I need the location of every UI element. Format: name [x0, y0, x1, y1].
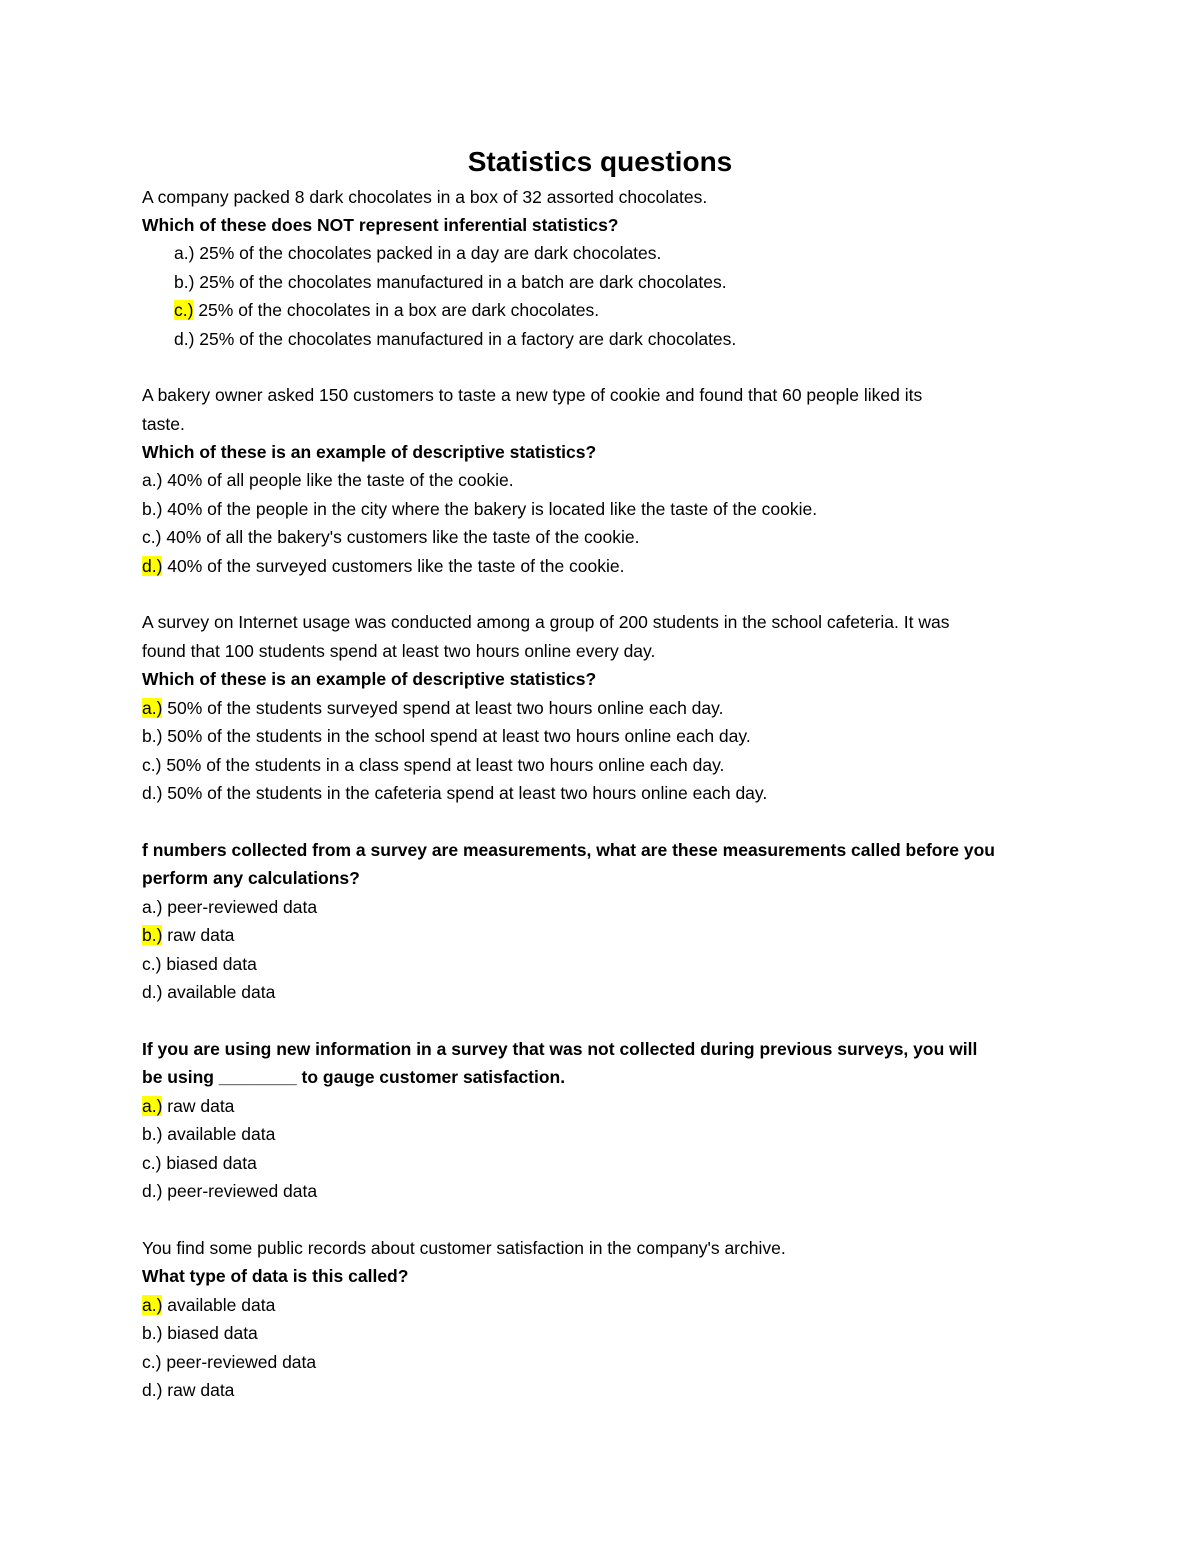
- question-2-option-d: [142, 554, 1082, 578]
- question-5-prompt: If you are using new information in a survey that was not collected during previous surveys, you will: [142, 1039, 978, 1059]
- question-5-option-b: [142, 1122, 1082, 1146]
- question-1-option-b: [174, 270, 1114, 294]
- option-text: peer-reviewed data: [161, 1352, 317, 1372]
- question-1-prompt: Which of these does NOT represent inferential statistics?: [142, 215, 619, 235]
- answer-highlight: d.): [142, 556, 163, 576]
- option-text: 50% of the students surveyed spend at least two hours online each day.: [162, 698, 724, 718]
- question-3-stem-cont: found that 100 students spend at least two hours online every day.: [142, 641, 656, 661]
- option-letter: d.): [142, 982, 163, 1002]
- option-text: peer-reviewed data: [162, 897, 318, 917]
- question-3-option-b: [142, 724, 1082, 748]
- option-text: 25% of the chocolates manufactured in a factory are dark chocolates.: [194, 329, 737, 349]
- option-text: available data: [162, 982, 276, 1002]
- option-text: raw data: [162, 1096, 235, 1116]
- question-3-prompt: Which of these is an example of descriptive statistics?: [142, 669, 597, 689]
- question-4-option-a: [142, 895, 1082, 919]
- question-4-option-d: [142, 980, 1082, 1004]
- option-text: raw data: [162, 925, 235, 945]
- option-letter: b.): [174, 272, 195, 292]
- option-letter: d.): [142, 1380, 163, 1400]
- question-4-option-b: [142, 923, 1082, 947]
- question-2-stem-cont: taste.: [142, 414, 185, 434]
- option-text: biased data: [161, 954, 257, 974]
- question-6-option-b: [142, 1321, 1082, 1345]
- question-6-option-a: [142, 1293, 1082, 1317]
- option-letter: b.): [142, 499, 163, 519]
- option-letter: a.): [142, 470, 163, 490]
- option-letter: d.): [142, 783, 163, 803]
- option-letter: a.): [174, 243, 195, 263]
- question-1-option-d: [174, 327, 1114, 351]
- question-6-option-c: [142, 1350, 1082, 1374]
- answer-highlight: a.): [142, 1096, 163, 1116]
- answer-highlight: b.): [142, 925, 163, 945]
- option-text: 50% of the students in the school spend at least two hours online each day.: [162, 726, 751, 746]
- answer-highlight: a.): [142, 1295, 163, 1315]
- option-letter: d.): [142, 1181, 163, 1201]
- question-4-prompt: f numbers collected from a survey are measurements, what are these measurements called before you: [142, 840, 995, 860]
- option-text: 40% of the people in the city where the bakery is located like the taste of the cookie.: [162, 499, 818, 519]
- option-letter: b.): [142, 1323, 163, 1343]
- question-5-option-d: [142, 1179, 1082, 1203]
- question-2-option-a: [142, 468, 1082, 492]
- option-text: raw data: [162, 1380, 235, 1400]
- option-text: biased data: [161, 1153, 257, 1173]
- question-3-option-a: [142, 696, 1082, 720]
- question-3-option-c: [142, 753, 1082, 777]
- option-letter: c.): [142, 1352, 162, 1372]
- question-4-option-c: [142, 952, 1082, 976]
- question-5-option-a: [142, 1094, 1082, 1118]
- page-title: Statistics questions: [467, 146, 733, 177]
- option-letter: b.): [142, 1124, 163, 1144]
- option-text: 40% of all people like the taste of the cookie.: [162, 470, 514, 490]
- question-2-option-b: [142, 497, 1082, 521]
- option-text: 40% of the surveyed customers like the taste of the cookie.: [162, 556, 625, 576]
- option-letter: c.): [142, 1153, 162, 1173]
- option-text: 25% of the chocolates packed in a day are dark chocolates.: [194, 243, 662, 263]
- option-text: biased data: [162, 1323, 258, 1343]
- answer-highlight: a.): [142, 698, 163, 718]
- option-letter: c.): [142, 755, 162, 775]
- question-3-option-d: [142, 781, 1082, 805]
- option-letter: b.): [142, 726, 163, 746]
- option-text: 40% of all the bakery's customers like the taste of the cookie.: [161, 527, 640, 547]
- option-letter: c.): [142, 527, 162, 547]
- question-1-option-a: [174, 241, 1114, 265]
- option-text: 25% of the chocolates manufactured in a batch are dark chocolates.: [194, 272, 727, 292]
- question-3-stem: A survey on Internet usage was conducted among a group of 200 students in the school cafeteria. It was: [142, 612, 950, 632]
- question-6-prompt: What type of data is this called?: [142, 1266, 409, 1286]
- question-1-stem: A company packed 8 dark chocolates in a box of 32 assorted chocolates.: [142, 187, 708, 207]
- question-6-option-d: [142, 1378, 1082, 1402]
- question-5-option-c: [142, 1151, 1082, 1175]
- question-4-prompt-cont: perform any calculations?: [142, 868, 360, 888]
- option-text: 50% of the students in a class spend at least two hours online each day.: [161, 755, 725, 775]
- option-text: peer-reviewed data: [162, 1181, 318, 1201]
- option-text: available data: [162, 1124, 276, 1144]
- option-text: 50% of the students in the cafeteria spend at least two hours online each day.: [162, 783, 768, 803]
- question-2-prompt: Which of these is an example of descriptive statistics?: [142, 442, 597, 462]
- option-text: 25% of the chocolates in a box are dark chocolates.: [193, 300, 600, 320]
- option-letter: a.): [142, 897, 163, 917]
- answer-highlight: c.): [174, 300, 194, 320]
- option-letter: d.): [174, 329, 195, 349]
- question-2-option-c: [142, 525, 1082, 549]
- option-letter: c.): [142, 954, 162, 974]
- question-6-stem: You find some public records about customer satisfaction in the company's archive.: [142, 1238, 786, 1258]
- question-5-prompt-cont: be using ________ to gauge customer satisfaction.: [142, 1067, 566, 1087]
- question-2-stem: A bakery owner asked 150 customers to taste a new type of cookie and found that 60 people liked its: [142, 385, 923, 405]
- question-1-option-c: [174, 298, 1114, 322]
- option-text: available data: [162, 1295, 276, 1315]
